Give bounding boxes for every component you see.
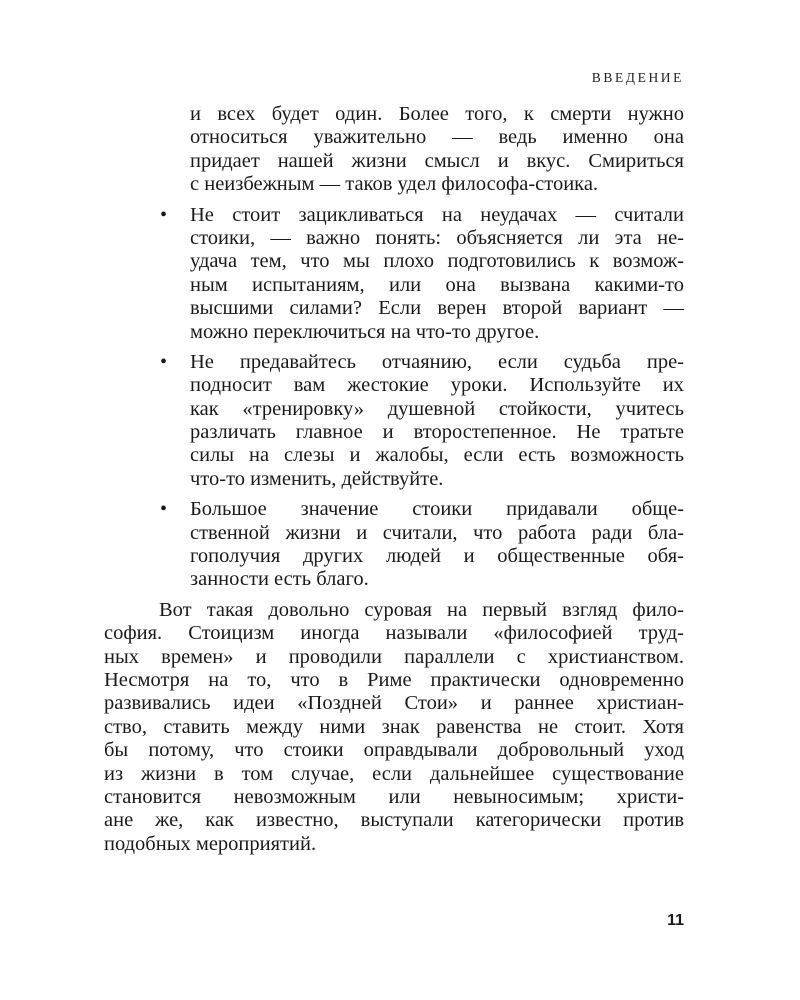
bullet-continuation [190,103,684,197]
text-line: и всех будет один. Более того, к смерти нужно [190,103,684,125]
text-line: удача тем, что мы плохо подготовились к возмож- [190,250,684,273]
text-line: ным испытаниям, или она вызвана какими-то [190,273,684,296]
text-line: из жизни в том случае, если дальнейшее существование [104,762,684,785]
text-line: силы на слезы и жалобы, если есть возможность [190,444,684,467]
page-number: 11 [667,912,684,929]
text-line: ных времен» и проводили параллели с христианством. [104,645,684,668]
bullet-item [160,350,684,491]
text-line: Несмотря на то, что в Риме практически одновременно [104,668,684,691]
text-line: подобных мероприятий. [104,832,317,855]
running-header: ВВЕДЕНИЕ [591,70,684,85]
text-line: Не стоит зацикливаться на неудачах — считали [190,203,684,226]
text-line: с неизбежным — таков удел философа-стоика. [190,173,599,196]
text-line: Не предавайтесь отчаянию, если судьба пре- [190,350,684,373]
text-line: занности есть благо. [190,568,369,591]
body-paragraph [104,599,684,856]
bullet-item [160,498,684,592]
text-line: становится невозможным или невыносимым; христи- [104,785,684,808]
text-line: гополучия других людей и общественные обя- [190,545,684,568]
text-line: можно переключиться на что-то другое. [190,320,540,343]
bullet-item [160,203,684,344]
text-line: относиться уважительно — ведь именно она [190,126,684,149]
text-line: софия. Стоицизм иногда называли «философией труд- [104,622,684,645]
bullet-marker: • [160,350,168,373]
text-line: подносит вам жестокие уроки. Используйте их [190,374,684,397]
text-line: развивались идеи «Поздней Стои» и раннее христиан- [104,692,684,715]
text-line: придает нашей жизни смысл и вкус. Смириться [190,149,684,172]
text-line: стоики, — важно понять: объясняется ли эта не- [190,226,684,249]
text-line: различать главное и второстепенное. Не тратьте [190,421,684,444]
text-line: Большое значение стоики придавали обще- [190,498,684,521]
text-line: высшими силами? Если верен второй вариант — [190,297,684,320]
page-body [104,103,684,856]
text-line: Вот такая довольно суровая на первый взгляд фило- [159,598,684,621]
text-line: ане же, как известно, выступали категорически против [104,809,684,832]
text-line: бы потому, что стоики оправдывали добровольный уход [104,739,684,762]
text-line: что-то изменить, действуйте. [190,467,444,490]
bullet-marker: • [160,498,168,521]
bullet-marker: • [160,203,168,226]
text-line: как «тренировку» душевной стойкости, учитесь [190,397,684,420]
text-line: ственной жизни и считали, что работа ради бла- [190,521,684,544]
text-line: ство, ставить между ними знак равенства не стоит. Хотя [104,715,684,738]
